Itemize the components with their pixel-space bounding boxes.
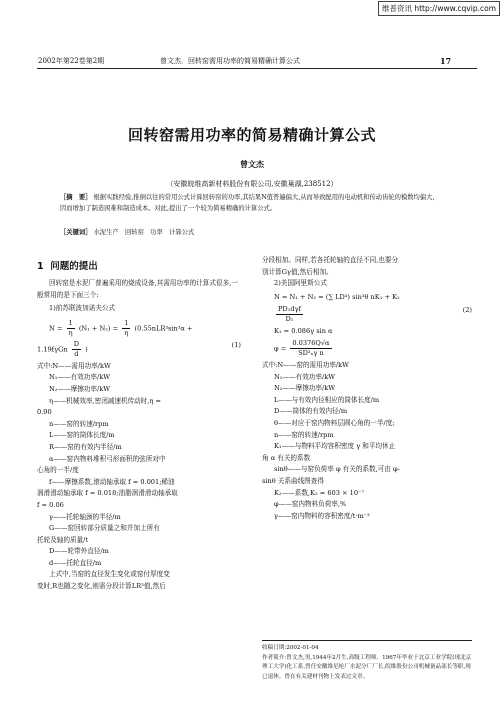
text-line: D——筒体的有效内径/m [274,407,348,416]
text-line: L——与有效内径相应的筒体长度/m [274,395,380,404]
eq2-frac-num: PD₁dγf [278,305,301,314]
equation-k1: K₁ = 0.086γ sin α [274,327,333,336]
phi-lhs: φ = [274,344,287,353]
text-line: sinθ 关系曲线图查得 [262,476,324,485]
text-line: 角 α 有关的系数 [262,453,311,462]
abstract-text: 根据实践经验,推倒以往的常用公式计算回转窑的功率,其结果N值普遍偏大,从而导致配用的电动机和传动齿轮的模数均偏大,因而增加了制造困难和制造成本。对此,提出了一个较为简易精确的计算公式。 [60,194,435,212]
phi-frac-den: SD³ₙγ n [298,348,324,357]
text-line: γ——窑内物料的容积密度/t·m⁻³ [274,511,370,520]
text-line: N₂——摩擦功率/kW [49,384,110,393]
abstract-label: ［摘 要］ [60,194,92,201]
abstract [60,192,440,214]
text-line: n——窑的转速/rpm [49,419,109,428]
keywords-label: ［关键词］ [60,229,92,236]
equation-1 [37,319,241,338]
text-line: 心角的一半/度 [37,466,79,475]
eq1-fraction-c [72,340,81,359]
watermark: 维普资讯 http://www.cqvip.com [378,1,500,16]
formula-1-title: 1)前苏联波加诺夫公式 [49,304,116,313]
left-definitions [37,361,241,593]
header-rule [37,68,477,69]
equation-phi [262,339,472,358]
text-line: η——机械效率,密闭减速机传动时,η = [49,396,162,405]
eq2-frac-den: D₁ [285,315,294,324]
eq1-cont-tail: ) [85,345,88,354]
affiliation: （安徽皖维高新材料股份有限公司,安徽巢湖,238512） [166,180,338,188]
section-number: 1 [37,261,44,272]
text-line: N₂——摩擦功率/kW [274,384,335,393]
eq1-lhs: N = [49,324,63,333]
text-line: 式中:N——需用功率/kW [37,361,111,370]
formula-2-title: 2)美国阿里斯公式 [274,279,327,288]
eq1-cont: 1.19fγGn [37,345,68,354]
keywords [60,227,194,236]
eq1-frac-b-den: η [124,328,129,337]
text-line: 变时,R也随之变化,则需分段计算LR³值,然后 [37,582,166,591]
text-line: 式中:N——窑的需用功率/kW [262,360,349,369]
keywords-text: 水泥生产 回转窑 功率 计算公式 [93,229,195,236]
text-line: N₁——有效功率/kW [49,373,110,382]
section-title: 问题的提出 [50,261,98,272]
text-line: 别计算Gγ值,然后相加。 [262,267,333,276]
footnote [262,640,472,682]
text-line: 托轮及轴的质量/t [37,535,89,544]
author: 曾文杰 [240,159,264,169]
text-line: d——托轮直径/m [49,558,102,567]
eq2-fraction [276,305,303,324]
text-line: f = 0.06 [37,500,64,509]
left-column [37,258,241,593]
text-line: G——窑回转部分质量之和并加上所有 [49,524,160,533]
paper-title: 回转窑需用功率的简易精确计算公式 [127,126,376,144]
intro-paragraph: 回转窑是水泥厂普遍采用的烧成设备,其需用功率的计算式很多,一般常用的是下面三个: [37,279,238,299]
equation-2-friction [262,305,472,324]
text-line: 润滑滑动轴承取 f = 0.018;油脂润滑滑动轴承取 [37,489,178,498]
text-line: 0.90 [37,408,52,417]
header-running-title: 曾文杰．回转窑需用功率的简易精确计算公式 [160,57,300,65]
eq1-fraction-a [67,319,75,338]
eq1-frac-c-den: d [74,349,79,358]
equation-1-continued [37,340,241,359]
author-bio: 作者简介:曾文杰,男,1944年2月生,高级工程师。1967年毕业于北京工业学院(现北京理工大学)化工系,曾任安徽维尼纶厂水泥分厂厂长,皖维股份公司机械备品部长等职,现已退休。曾在有关建材刊物上发表过文章。 [262,654,472,680]
received-date: 收稿日期:2002-01-04 [262,645,319,651]
right-intro [262,255,472,278]
text-line: n——窑的转速/rpm [274,430,334,439]
equation-number-1: (1) [231,340,241,349]
eq1-rhs: (0.55nLR³sin³α + [134,324,193,333]
text-line: K₂——系数,K₂ = 603 × 10⁻⁷ [274,488,365,497]
phi-fraction [290,339,331,358]
section-heading [37,258,241,272]
header-page-number: 17 [440,56,452,66]
right-column [262,255,472,522]
equation-2: N = N₁ + N₂ = (∑ LD³) sin³θ nK₁ + K₂ [274,292,400,301]
eq1-frac-a-num: 1 [68,318,73,327]
text-line: γ——托轮轴颈的半径/m [49,512,121,521]
text-line: D——轮带外直径/m [49,547,109,556]
text-line: K₁——与物料平均容积密度 γ 和平均休止 [274,442,396,451]
text-line: 分段相加。同样,若各托轮轴的直径不同,也要分 [262,256,399,264]
text-line: f——摩擦系数,滚动轴承取 f = 0.001;稀油 [49,477,175,486]
eq1-mid: (N₁ + N₂) = [78,324,119,333]
phi-frac-num: 0.0376Q√α [292,338,330,347]
text-line: α——窑内物料堆积弓形面积的弦所对中 [49,454,166,463]
eq1-frac-b-num: 1 [124,318,129,327]
text-line: L——窑的筒体长度/m [49,431,115,440]
text-line: φ——窑内物料负荷率,% [274,500,347,509]
right-definitions [262,360,472,522]
text-line: 上式中,当窑的直径发生变化或窑付厚度变 [49,570,170,579]
text-line: N₁——有效功率/kW [274,372,335,381]
eq1-frac-a-den: η [68,328,73,337]
text-line: sinθ——与窑负荷率 φ 有关的系数,可由 φ- [274,465,400,474]
eq1-frac-c-num: D [73,339,79,348]
text-line: θ——对应于窑内物料层圆心角的一半/度; [274,418,395,427]
eq1-fraction-b [122,319,130,338]
text-line: R——窑的有效内半径/m [49,442,122,451]
header-issue: 2002年第22卷第2期 [38,57,105,65]
equation-number-2: (2) [462,306,472,315]
